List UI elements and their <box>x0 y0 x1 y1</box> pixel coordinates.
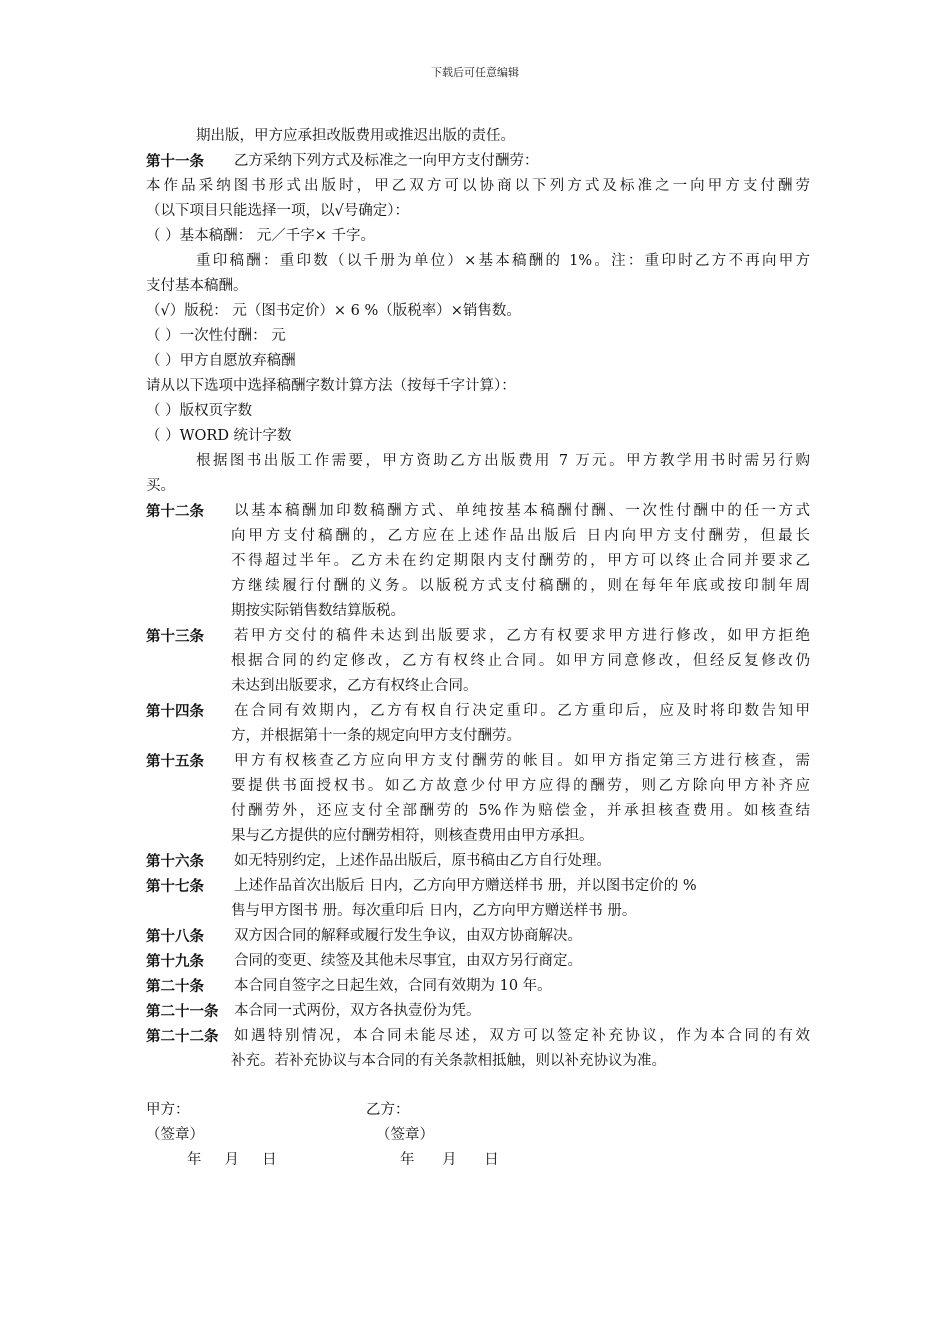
article-12-line-2: 向甲方支付稿酬的，乙方应在上述作品出版后 日内向甲方支付酬劳，但最长 <box>231 528 810 544</box>
article-17-line-1: 上述作品首次出版后 日内，乙方向甲方赠送样书 册，并以图书定价的 % <box>234 878 697 894</box>
option-basic-fee: （ ）基本稿酬： 元／千字× 千字。 <box>146 228 375 244</box>
article-11-label: 第十一条 <box>146 153 204 170</box>
article-15-label: 第十五条 <box>146 753 204 770</box>
article-12-label: 第十二条 <box>146 503 204 520</box>
article-19-label: 第十九条 <box>146 953 204 970</box>
article-14-line-1: 在合同有效期内，乙方有权自行决定重印。乙方重印后，应及时将印数告知甲 <box>234 703 810 719</box>
word-count-question: 请从以下选项中选择稿酬字数计算方法（按每千字计算）： <box>146 378 516 394</box>
article-11-text: 乙方采纳下列方式及标准之一向甲方支付酬劳： <box>234 153 539 169</box>
article-13-line-3: 未达到出版要求，乙方有权终止合同。 <box>231 678 478 694</box>
word-count-option-1: （ ）版权页字数 <box>146 403 253 419</box>
party-b-label: 乙方： <box>366 1102 410 1118</box>
article-18-label: 第十八条 <box>146 928 204 945</box>
article-20-label: 第二十条 <box>146 978 204 995</box>
article-12-line-4: 方继续履行付酬的义务。以版税方式支付稿酬的，则在每年年底或按印制年周 <box>231 578 810 594</box>
option-lump-sum: （ ）一次性付酬： 元 <box>146 328 286 344</box>
article-21-line-1: 本合同一式两份，双方各执壹份为凭。 <box>234 1003 481 1019</box>
funding-line: 根据图书出版工作需要，甲方资助乙方出版费用 7 万元。甲方教学用书时需另行购 <box>196 453 810 469</box>
article-14-line-2: 方，并根据第十一条的规定向甲方支付酬劳。 <box>231 728 521 744</box>
article-20-line-1: 本合同自签字之日起生效，合同有效期为 10 年。 <box>234 978 552 994</box>
article-12-line-1: 以基本稿酬加印数稿酬方式、单纯按基本稿酬付酬、一次性付酬中的任一方式 <box>234 503 810 519</box>
article-22-line-1: 如遇特别情况，本合同未能尽述，双方可以签定补充协议，作为本合同的有效 <box>234 1028 810 1044</box>
intro-line: 期出版，甲方应承担改版费用或推迟出版的责任。 <box>196 128 515 144</box>
article-14-label: 第十四条 <box>146 703 204 720</box>
article-15-line-3: 付酬劳外，还应支付全部酬劳的 5%作为赔偿金，并承担核查费用。如核查结 <box>231 803 810 819</box>
article-15-line-4: 果与乙方提供的应付酬劳相符，则核查费用由甲方承担。 <box>231 828 594 844</box>
article-11-para-2: （以下项目只能选择一项，以√号确定）： <box>146 203 409 219</box>
option-royalty: （√）版税： 元（图书定价）× 6 %（版税率）×销售数。 <box>146 303 521 319</box>
party-a-label: 甲方： <box>146 1102 190 1118</box>
article-11-para-1: 本作品采纳图书形式出版时，甲乙双方可以协商以下列方式及标准之一向甲方支付酬劳 <box>146 178 810 194</box>
article-22-line-2: 补充。若补充协议与本合同的有关条款相抵触，则以补充协议为准。 <box>231 1053 666 1069</box>
funding-line-cont: 买。 <box>146 478 175 494</box>
article-12-line-3: 不得超过半年。乙方未在约定期限内支付酬劳的，甲方可以终止合同并要求乙 <box>231 553 810 569</box>
article-13-line-2: 根据合同的约定修改，乙方有权终止合同。如甲方同意修改，但经反复修改仍 <box>231 653 810 669</box>
option-waive: （ ）甲方自愿放弃稿酬 <box>146 353 296 369</box>
article-22-label: 第二十二条 <box>146 1028 219 1045</box>
party-b-date: 年 月 日 <box>400 1152 499 1168</box>
option-reprint-fee: 重印稿酬：重印数（以千册为单位）×基本稿酬的 1%。注：重印时乙方不再向甲方 <box>196 253 810 269</box>
party-a-seal: （签章） <box>146 1127 204 1143</box>
article-16-line-1: 如无特别约定，上述作品出版后，原书稿由乙方自行处理。 <box>234 853 611 869</box>
page-header: 下载后可任意编辑 <box>431 66 519 79</box>
article-15-line-2: 要提供书面授权书。如乙方故意少付甲方应得的酬劳，则乙方除向甲方补齐应 <box>231 778 810 794</box>
article-17-label: 第十七条 <box>146 878 204 895</box>
article-13-label: 第十三条 <box>146 628 204 645</box>
word-count-option-2: （ ）WORD 统计字数 <box>146 428 292 444</box>
article-13-line-1: 若甲方交付的稿件未达到出版要求，乙方有权要求甲方进行修改，如甲方拒绝 <box>234 628 810 644</box>
article-12-line-5: 期按实际销售数结算版税。 <box>231 603 405 619</box>
party-b-seal: （签章） <box>376 1127 434 1143</box>
option-reprint-fee-cont: 支付基本稿酬。 <box>146 278 248 294</box>
article-19-line-1: 合同的变更、续签及其他未尽事宜，由双方另行商定。 <box>234 953 582 969</box>
article-18-line-1: 双方因合同的解释或履行发生争议，由双方协商解决。 <box>234 928 582 944</box>
article-16-label: 第十六条 <box>146 853 204 870</box>
article-21-label: 第二十一条 <box>146 1003 219 1020</box>
party-a-date: 年 月 日 <box>187 1152 277 1168</box>
article-17-line-2: 售与甲方图书 册。每次重印后 日内，乙方向甲方赠送样书 册。 <box>231 903 637 919</box>
article-15-line-1: 甲方有权核查乙方应向甲方支付酬劳的帐目。如甲方指定第三方进行核查，需 <box>234 753 810 769</box>
